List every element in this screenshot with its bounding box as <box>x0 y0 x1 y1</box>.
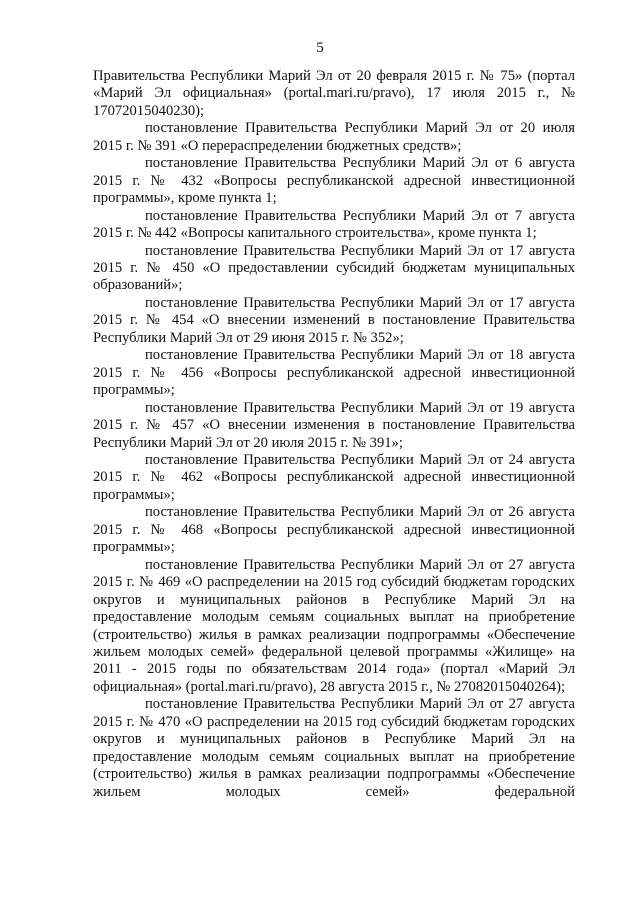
paragraph: постановление Правительства Республики Марий Эл от 20 июля 2015 г. № 391 «О перераспределении бюджетных средств»; <box>93 120 575 154</box>
paragraph: постановление Правительства Республики Марий Эл от 27 августа 2015 г. № 470 «О распределении на 2015 год субсидий бюджетам городских округов и муниципальных районов в Республике Марий Эл на предоставление молодым семьям социальных выплат на приобретение (строительство) жилья в рамках реализации подпрограммы «Обеспечение жильем молодых семей» федеральной <box>93 696 575 800</box>
paragraph: постановление Правительства Республики Марий Эл от 7 августа 2015 г. № 442 «Вопросы капитального строительства», кроме пункта 1; <box>93 207 575 242</box>
paragraph: постановление Правительства Республики Марий Эл от 17 августа 2015 г. № 450 «О предоставлении субсидий бюджетам муниципальных образований»; <box>93 242 575 294</box>
paragraph: постановление Правительства Республики Марий Эл от 18 августа 2015 г. № 456 «Вопросы республиканской адресной инвестиционной программы»; <box>93 347 575 399</box>
page-number: 5 <box>316 40 324 56</box>
paragraph: постановление Правительства Республики Марий Эл от 26 августа 2015 г. № 468 «Вопросы республиканской адресной инвестиционной программы»; <box>93 504 575 556</box>
paragraph: постановление Правительства Республики Марий Эл от 27 августа 2015 г. № 469 «О распределении на 2015 год субсидий бюджетам городских округов и муниципальных районов в Республике Марий Эл на предоставление молодым семьям социальных выплат на приобретение (строительство) жилья в рамках реализации подпрограммы «Обеспечение жильем молодых семей» федеральной целевой программы «Жилище» на 2011 - 2015 годы по обязательствам 2014 года» (портал «Марий Эл официальная» (portal.mari.ru/pravo), 28 августа 2015 г., № 27082015040264); <box>93 556 575 695</box>
paragraph: Правительства Республики Марий Эл от 20 февраля 2015 г. № 75» (портал «Марий Эл официальная» (portal.mari.ru/pravo), 17 июля 2015 г., № 17072015040230); <box>93 68 575 119</box>
paragraph: постановление Правительства Республики Марий Эл от 17 августа 2015 г. № 454 «О внесении изменений в постановление Правительства Республики Марий Эл от 29 июня 2015 г. № 352»; <box>93 294 575 346</box>
paragraph: постановление Правительства Республики Марий Эл от 24 августа 2015 г. № 462 «Вопросы республиканской адресной инвестиционной программы»; <box>93 451 575 503</box>
paragraph: постановление Правительства Республики Марий Эл от 19 августа 2015 г. № 457 «О внесении изменения в постановление Правительства Республики Марий Эл от 20 июля 2015 г. № 391»; <box>93 399 575 451</box>
paragraph: постановление Правительства Республики Марий Эл от 6 августа 2015 г. № 432 «Вопросы республиканской адресной инвестиционной программы», кроме пункта 1; <box>93 155 575 207</box>
document-body <box>93 68 575 801</box>
